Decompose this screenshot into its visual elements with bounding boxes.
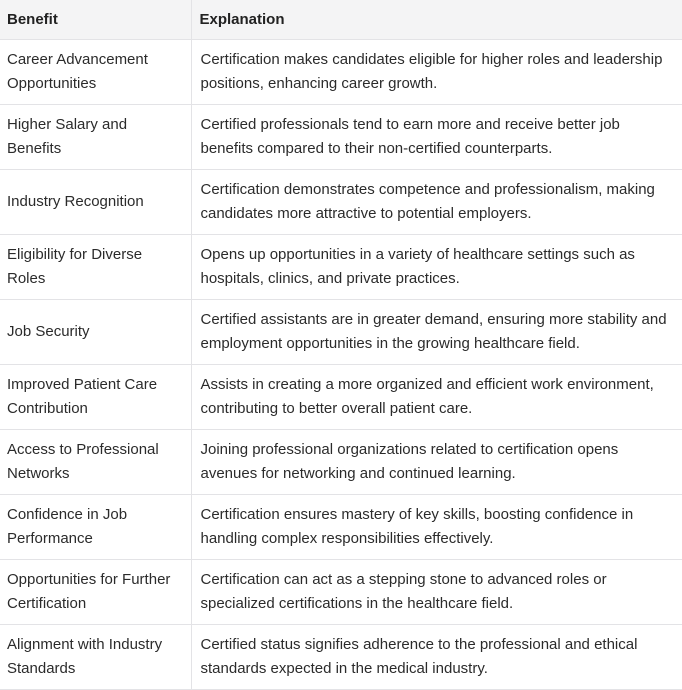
explanation-cell: Certification makes candidates eligible for higher roles and leadership positions, enhancing career growth. <box>191 39 682 104</box>
explanation-cell: Certification demonstrates competence and professionalism, making candidates more attractive to potential employers. <box>191 169 682 234</box>
column-header-benefit: Benefit <box>0 0 191 39</box>
table-row <box>0 559 682 624</box>
benefit-cell: Industry Recognition <box>0 169 191 234</box>
benefit-cell: Eligibility for Diverse Roles <box>0 234 191 299</box>
explanation-cell: Assists in creating a more organized and efficient work environment, contributing to better overall patient care. <box>191 364 682 429</box>
table-row <box>0 494 682 559</box>
table-row <box>0 429 682 494</box>
table-row <box>0 364 682 429</box>
explanation-cell: Certification ensures mastery of key skills, boosting confidence in handling complex responsibilities effectively. <box>191 494 682 559</box>
table-row <box>0 104 682 169</box>
benefit-cell: Confidence in Job Performance <box>0 494 191 559</box>
benefit-cell: Higher Salary and Benefits <box>0 104 191 169</box>
benefit-cell: Opportunities for Further Certification <box>0 559 191 624</box>
explanation-cell: Certification can act as a stepping stone to advanced roles or specialized certifications in the healthcare field. <box>191 559 682 624</box>
table-row <box>0 169 682 234</box>
benefit-cell: Access to Professional Networks <box>0 429 191 494</box>
column-header-explanation: Explanation <box>191 0 682 39</box>
explanation-cell: Certified assistants are in greater demand, ensuring more stability and employment opportunities in the growing healthcare field. <box>191 299 682 364</box>
explanation-cell: Certified status signifies adherence to the professional and ethical standards expected in the medical industry. <box>191 624 682 689</box>
table-row <box>0 624 682 689</box>
table-header <box>0 0 682 39</box>
table-row <box>0 234 682 299</box>
table-row <box>0 299 682 364</box>
explanation-cell: Joining professional organizations related to certification opens avenues for networking and continued learning. <box>191 429 682 494</box>
header-row <box>0 0 682 39</box>
benefit-cell: Alignment with Industry Standards <box>0 624 191 689</box>
benefit-cell: Career Advancement Opportunities <box>0 39 191 104</box>
benefit-cell: Job Security <box>0 299 191 364</box>
explanation-cell: Certified professionals tend to earn more and receive better job benefits compared to their non-certified counterparts. <box>191 104 682 169</box>
table-row <box>0 39 682 104</box>
explanation-cell: Opens up opportunities in a variety of healthcare settings such as hospitals, clinics, and private practices. <box>191 234 682 299</box>
benefit-cell: Improved Patient Care Contribution <box>0 364 191 429</box>
table-body <box>0 39 682 689</box>
